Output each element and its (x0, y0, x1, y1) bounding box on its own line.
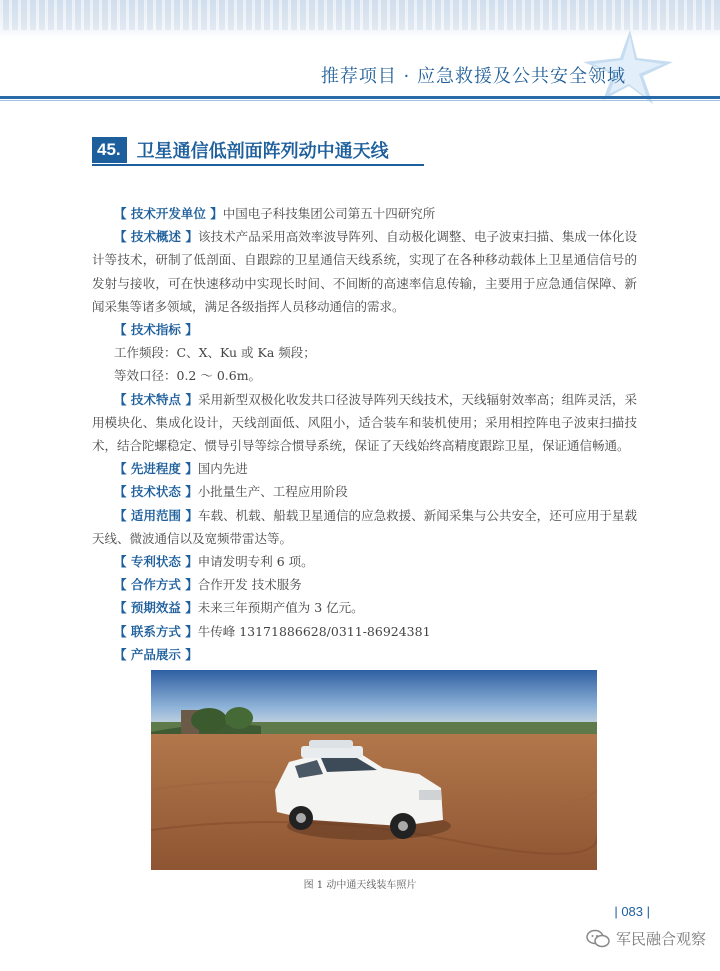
field-specs (92, 318, 637, 341)
field-label: 【 技术指标 】 (114, 322, 198, 338)
header-title: 推荐项目 · 应急救援及公共安全领域 (320, 66, 626, 87)
header-banner-texture (0, 0, 720, 30)
header-rule (0, 96, 720, 99)
page-number: | 083 | (614, 904, 650, 919)
field-label: 【 技术概述 】 (114, 229, 199, 245)
field-label: 【 技术开发单位 】 (114, 206, 223, 221)
field-text: 未来三年预期产值为 3 亿元。 (197, 600, 364, 616)
document-body (92, 202, 637, 666)
section-heading (92, 137, 389, 163)
spec-line-aperture: 等效口径：0.2 ～ 0.6m。 (114, 368, 262, 384)
field-scope (92, 504, 637, 550)
field-benefit (92, 596, 637, 619)
field-label: 【 专利状态 】 (114, 554, 198, 570)
field-text: 国内先进 (197, 461, 248, 477)
field-label: 【 技术特点 】 (114, 391, 199, 407)
product-photo (151, 670, 597, 870)
field-overview (92, 225, 637, 318)
field-label: 【 产品展示 】 (114, 646, 198, 662)
field-label: 【 技术状态 】 (114, 484, 198, 500)
field-text: 小批量生产、工程应用阶段 (197, 484, 348, 500)
section-underline (92, 164, 424, 166)
field-showcase (92, 643, 637, 666)
header-rule-thin (0, 100, 720, 101)
field-features (92, 388, 637, 458)
field-label: 【 合作方式 】 (114, 577, 198, 593)
section-number: 45. (92, 137, 127, 163)
field-label: 【 预期效益 】 (114, 600, 198, 616)
field-text: 合作开发 技术服务 (197, 577, 302, 593)
field-dev-unit (92, 202, 637, 225)
field-text: 该技术产品采用高效率波导阵列、自动极化调整、电子波束扫描、集成一体化设计等技术，研制了低剖面、自跟踪的卫星通信天线系统，实现了在各种移动载体上卫星通信信号的发射与接收，可在快速移动中实现长时间、不间断的高速率信息传输，主要用于应急通信保障、新闻采集等诸多领域，满足各级指挥人员移动通信的需求。 (92, 229, 637, 314)
field-status (92, 480, 637, 503)
section-title: 卫星通信低剖面阵列动中通天线 (136, 141, 389, 162)
field-cooperation (92, 573, 637, 596)
watermark (586, 928, 706, 949)
field-text: 采用新型双极化收发共口径波导阵列天线技术，天线辐射效率高；组阵灵活，采用模块化、集成化设计，天线剖面低、风阻小，适合装车和装机使用；采用相控阵电子波束扫描技术，结合陀螺稳定、惯导引导等综合惯导系统，保证了天线始终高精度跟踪卫星，保证通信畅通。 (92, 391, 637, 454)
field-text: 申请发明专利 6 项。 (197, 554, 314, 570)
spec-line-band: 工作频段：C、X、Ku 或 Ka 频段； (114, 345, 316, 361)
watermark-text: 军民融合观察 (615, 930, 706, 948)
field-label: 【 先进程度 】 (114, 461, 198, 477)
field-patent (92, 550, 637, 573)
field-contact (92, 620, 637, 643)
field-advancement (92, 457, 637, 480)
field-text: 车载、机载、船载卫星通信的应急救援、新闻采集与公共安全，还可应用于星载天线、微波通信以及宽频带雷达等。 (92, 507, 637, 546)
field-label: 【 联系方式 】 (114, 623, 198, 639)
field-text: 牛传峰 13171886628/0311-86924381 (197, 623, 431, 639)
figure-caption: 图 1 动中通天线装车照片 (303, 880, 417, 891)
field-text: 中国电子科技集团公司第五十四研究所 (222, 206, 436, 221)
field-label: 【 适用范围 】 (114, 507, 199, 523)
wechat-icon (586, 929, 610, 949)
